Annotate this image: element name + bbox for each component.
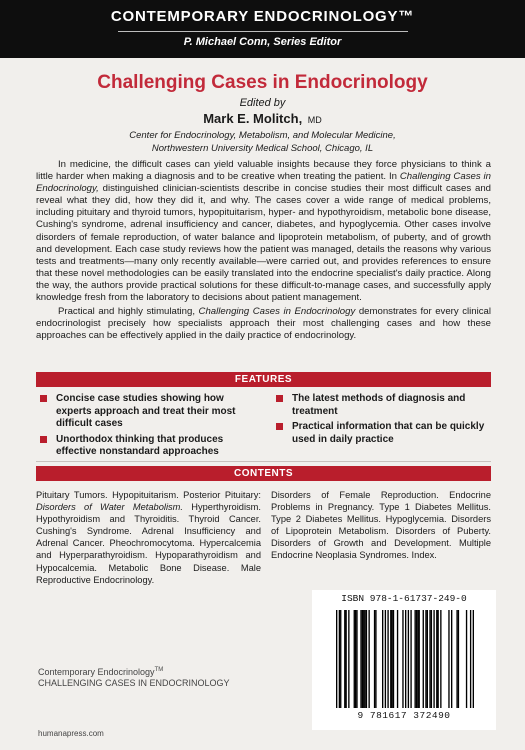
barcode-number: 9 781617 372490 xyxy=(357,710,451,721)
barcode-bar xyxy=(470,610,471,708)
barcode-bar xyxy=(385,610,386,708)
barcode-bar xyxy=(336,610,337,708)
header-divider xyxy=(118,31,408,32)
bullet-square-icon xyxy=(40,436,47,443)
barcode-bar xyxy=(345,610,346,708)
editor-affiliation xyxy=(0,129,525,155)
feature-item: Unorthodox thinking that produces effective nonstandard approaches xyxy=(40,434,245,459)
feature-item: The latest methods of diagnosis and treatment xyxy=(276,393,491,418)
features-list-right xyxy=(276,393,491,449)
barcode-bar xyxy=(366,610,367,708)
feature-item: Practical information that can be quickly used in daily practice xyxy=(276,421,491,446)
barcode-bar xyxy=(473,610,474,708)
barcode-bar xyxy=(414,610,415,708)
series-editor: P. Michael Conn, Series Editor xyxy=(183,36,342,48)
bullet-square-icon xyxy=(276,423,283,430)
features-list-left xyxy=(40,393,245,462)
book-name-caps: CHALLENGING CASES IN ENDOCRINOLOGY xyxy=(38,678,230,688)
barcode-bar xyxy=(408,610,409,708)
editor-name: Mark E. Molitch, MD xyxy=(203,111,322,126)
barcode-bar xyxy=(340,610,341,708)
barcode-bar xyxy=(368,610,369,708)
barcode-bar xyxy=(339,610,340,708)
publisher-series-line xyxy=(38,665,230,689)
series-header-bar xyxy=(0,0,525,58)
barcode-bar xyxy=(363,610,364,708)
barcode-bar xyxy=(397,610,398,708)
barcode-bar xyxy=(402,610,403,708)
barcode-bar xyxy=(344,610,345,708)
barcode-bar xyxy=(360,610,361,708)
barcode-bar xyxy=(431,610,432,708)
barcode-bar xyxy=(436,610,437,708)
contents-column-right: Disorders of Female Reproduction. Endocrine Problems in Pregnancy. Type 1 Diabetes Mellitus. Type 2 Diabetes Mellitus. Hypoglycemia. Disorders of Lipoprotein Metabolism. Disorders of Puberty. Disorders of Growth and Development. Multiple Endocrine Neoplasia Syndromes. Index. xyxy=(271,490,491,561)
barcode-bar xyxy=(362,610,363,708)
bullet-square-icon xyxy=(276,395,283,402)
section-divider xyxy=(36,461,491,462)
editor-name-text: Mark E. Molitch xyxy=(203,111,299,126)
barcode-bar xyxy=(466,610,467,708)
barcode-bar xyxy=(456,610,457,708)
barcode-panel xyxy=(312,590,496,730)
barcode-bar xyxy=(391,610,392,708)
barcode-bar xyxy=(458,610,459,708)
affiliation-line-2: Northwestern University Medical School, Chicago, IL xyxy=(151,143,374,154)
barcode-bar xyxy=(440,610,441,708)
barcode-bar xyxy=(416,610,417,708)
barcode-bar xyxy=(405,610,406,708)
series-title: CONTEMPORARY ENDOCRINOLOGY™ xyxy=(110,8,415,25)
barcode-graphic xyxy=(336,610,474,710)
barcode-bar xyxy=(356,610,357,708)
isbn-text: ISBN 978-1-61737-249-0 xyxy=(341,593,467,604)
barcode-bar xyxy=(437,610,438,708)
inline-book-title: Challenging Cases in Endocrinology, xyxy=(36,171,491,195)
trademark: TM xyxy=(154,667,164,673)
barcode-bar xyxy=(427,610,428,708)
contents-heading: CONTENTS xyxy=(36,466,491,481)
affiliation-line-1: Center for Endocrinology, Metabolism, and Molecular Medicine, xyxy=(129,130,396,141)
series-name: Contemporary Endocrinology™ xyxy=(38,667,164,677)
bullet-square-icon xyxy=(40,395,47,402)
feature-item: Concise case studies showing how experts approach and treat their most difficult cases xyxy=(40,393,245,431)
book-title: Challenging Cases in Endocrinology xyxy=(97,72,428,93)
barcode-bar xyxy=(364,610,365,708)
barcode-bar xyxy=(410,610,411,708)
barcode-bar xyxy=(433,610,434,708)
description-paragraph-1: In medicine, the difficult cases can yield valuable insights because they force physicians to think a little harder when making a diagnosis and to be creative when treating the patient. In Challenging Cases in Endocrinology, distinguished clinician-scientists describe in concise studies their most difficult cases and reveal what they did, how they did it, and why. The cases cover a wide range of medical problems, including pituitary and thyroid tumors, hypopituitarism, hyper- and hypothyroidism, metabolic bone disease, Cushing's syndrome, adrenal insufficiency and cancer, diabetes, and hypoglycemia. Other cases involve disorders of female reproduction, of water balance and lipoprotein metabolism, of puberty, and of growth and development. Each case study reviews how the patient was managed, details the reasons why various tests and treatments—many only recently available—were carried out, and provides references to ensure that these novel methodologies can be easily translated into the endocrine specialist's daily practice. Along the way, the authors provide practical solutions for these difficult-to-manage cases, and successfully apply knowledge fresh from the laboratory to decisions about patient management. xyxy=(36,159,491,304)
features-heading: FEATURES xyxy=(36,372,491,387)
barcode-bar xyxy=(429,610,430,708)
edited-by-label: Edited by xyxy=(239,97,286,109)
barcode-bar xyxy=(451,610,452,708)
barcode-bar xyxy=(348,610,349,708)
barcode-bar xyxy=(390,610,391,708)
barcode-bar xyxy=(423,610,424,708)
book-description xyxy=(36,159,491,342)
editor-degree: MD xyxy=(307,115,322,125)
barcode-bar xyxy=(387,610,388,708)
inline-book-title: Challenging Cases in Endocrinology xyxy=(198,306,356,318)
barcode-bar xyxy=(425,610,426,708)
barcode-bar xyxy=(374,610,375,708)
description-paragraph-2: Practical and highly stimulating, Challenging Cases in Endocrinology demonstrates for every clinical endocrinologist precisely how specialists approach their most challenging cases and how these approaches can be effectively applied in the daily practice of endocrinology. xyxy=(36,306,491,342)
publisher-url: humanapress.com xyxy=(38,729,104,738)
barcode-bar xyxy=(419,610,420,708)
barcode-bar xyxy=(354,610,355,708)
barcode-bar xyxy=(355,610,356,708)
barcode-bar xyxy=(382,610,383,708)
barcode-bar xyxy=(417,610,418,708)
barcode-bar xyxy=(448,610,449,708)
contents-column-left: Pituitary Tumors. Hypopituitarism. Posterior Pituitary: Disorders of Water Metabolism. Hyperthyroidism. Hypothyroidism and Thyroiditis. Thyroid Cancer. Cushing's Syndrome. Adrenal Insufficiency and Adrenal Cancer. Pheochromocytoma. Hypercalcemia and Hyperparathyroidism. Hypoparathyroidism and Hypocalcemia. Metabolic Bone Disease. Male Reproductive Endocrinology. xyxy=(36,490,262,585)
barcode-bar xyxy=(393,610,394,708)
barcode-bar xyxy=(375,610,376,708)
